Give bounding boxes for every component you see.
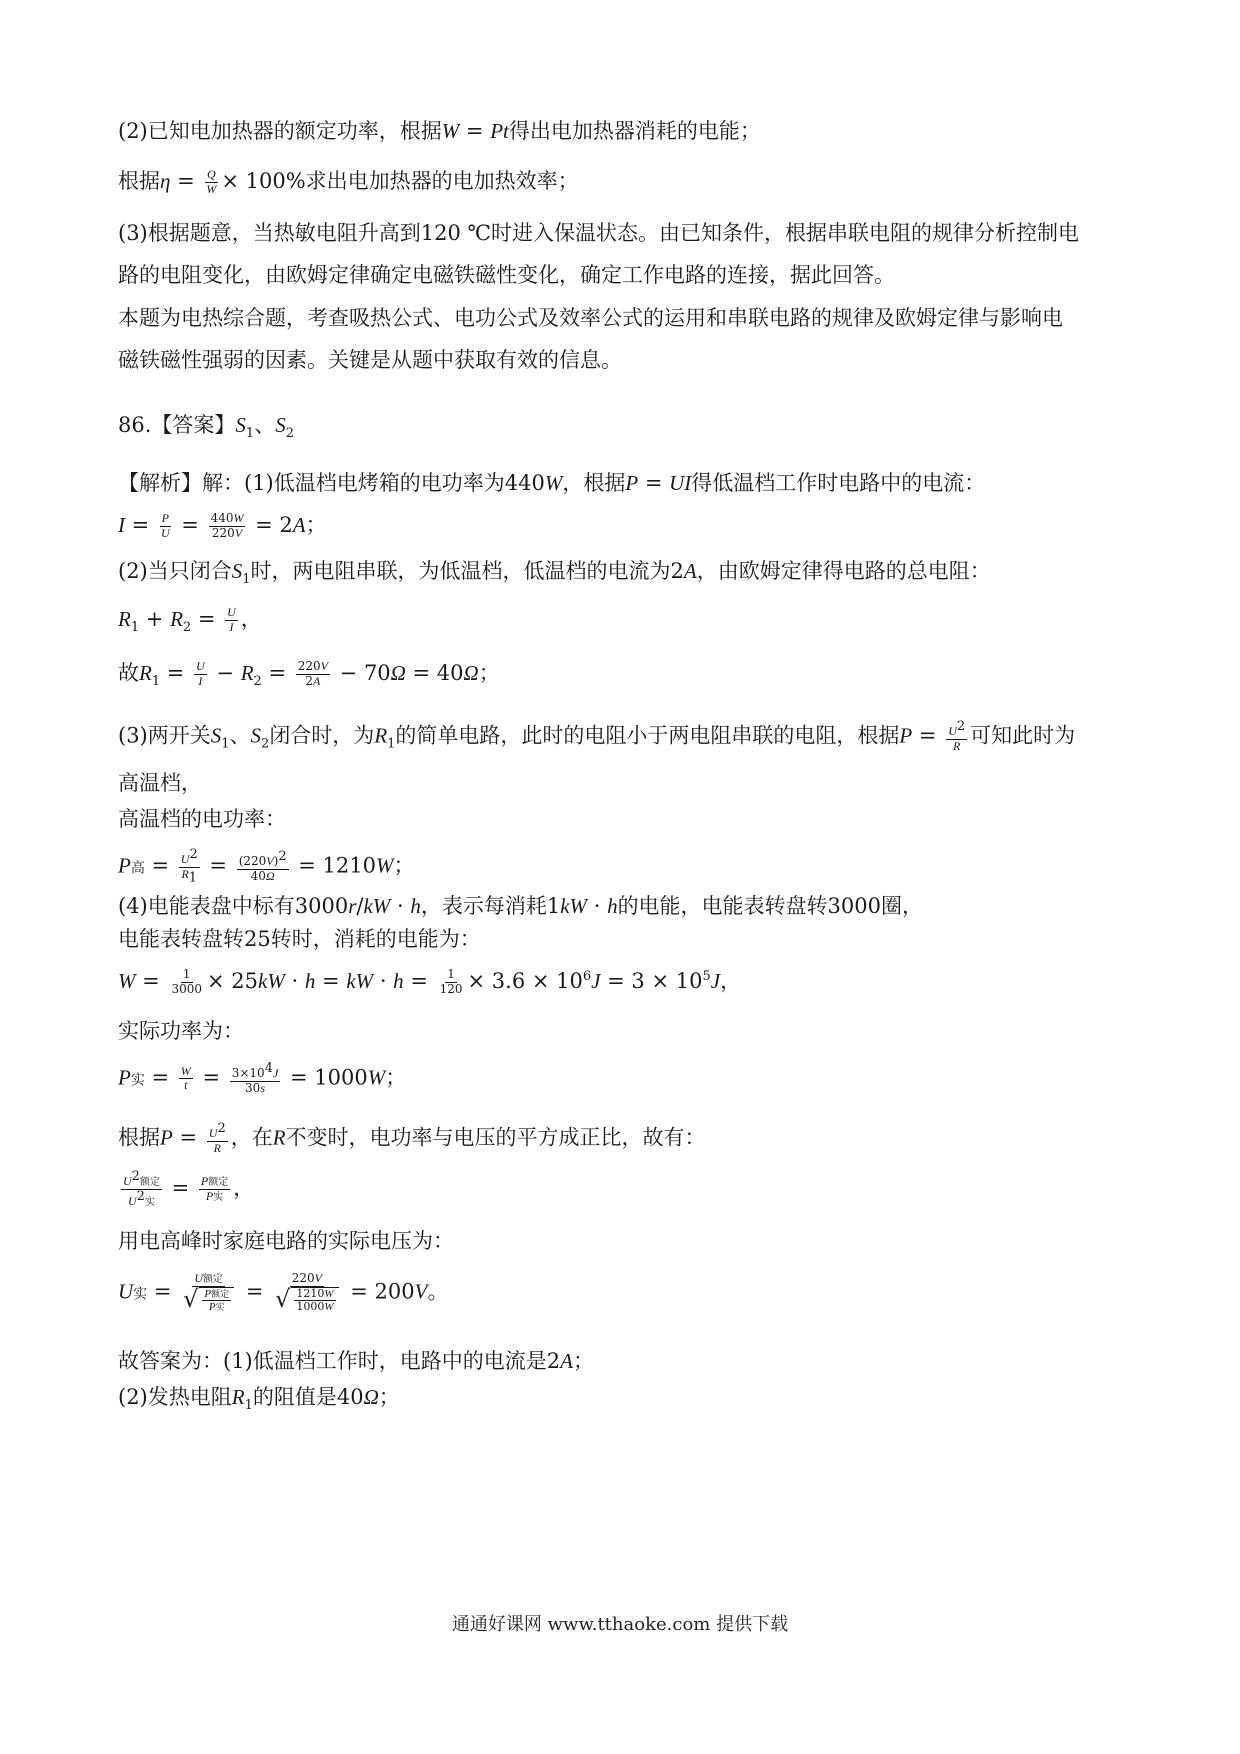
formula-total-resistance: $R_1 + R_2$ = $\frac{U}{I}$ ， xyxy=(118,605,262,636)
text-line-3: (3)根据题意，当热敏电阻升高到120 ℃时进入保温状态。由已知条件，根据串联电阻的规律分析控制电 xyxy=(118,221,1079,245)
formula-r1: 故$R_1$ = $\frac{U}{I}$ − $R_2$ = $\frac{220V}{2A}$ − 70Ω = 40Ω； xyxy=(118,659,500,690)
analysis-line-3: (3)两开关$S_1$、$S_2$闭合时，为$R_1$的简单电路，此时的电阻小于两电阻串联的电阻，根据P = $\frac{U^2}{R}$ 可知此时为 xyxy=(118,719,1076,753)
conclusion-line-2: (2)发热电阻$R_1$的阻值是40Ω； xyxy=(118,1385,400,1414)
text-line-actual-power: 实际功率为： xyxy=(118,1019,244,1043)
text-line-peak-voltage: 用电高峰时家庭电路的实际电压为： xyxy=(118,1229,454,1253)
text-line-high-power: 高温档的电功率： xyxy=(118,807,286,831)
text-line-4: 路的电阻变化，由欧姆定律确定电磁铁磁性变化，确定工作电路的连接，据此回答。 xyxy=(118,263,895,287)
analysis-line-6: 根据P = $\frac{U^2}{R}$ ，在R不变时，电功率与电压的平方成正比，故有： xyxy=(118,1121,706,1155)
formula-ratio: $\frac{U^2额定}{U^2实}$ = $\frac{\text{P额定}}{\text{P实}}$ ， xyxy=(123,1169,255,1208)
answer-heading: 86.【答案】$S_1$、$S_2$ xyxy=(118,413,294,442)
page-footer: 通通好课网 www.tthaoke.com 提供下载 xyxy=(451,1614,789,1635)
analysis-line-4: (4)电能表盘中标有3000r/kW · h，表示每消耗1kW · h的电能，电能表转盘转3000圈， xyxy=(118,894,924,918)
text-line-6: 磁铁磁性强弱的因素。关键是从题中获取有效的信息。 xyxy=(118,348,622,372)
text-line-1: (2)已知电加热器的额定功率，根据W = Pt得出电加热器消耗的电能； xyxy=(118,119,761,143)
analysis-line-2: (2)当只闭合$S_1$时，两电阻串联，为低温档，低温档的电流为2A，由欧姆定律得电路的总电阻： xyxy=(118,559,991,588)
analysis-line-1: 【解析】解：(1)低温档电烤箱的电功率为440W，根据P = UI得低温档工作时电路中的电流： xyxy=(118,471,986,495)
formula-current: I = $\frac{P}{U}$ = $\frac{440W}{220V}$ = 2A； xyxy=(118,511,327,540)
formula-p-actual: P实 = $\frac{W}{t}$ = $\frac{3\times 10^4J}{30s}$ = 1000W； xyxy=(118,1061,407,1095)
formula-p-high: P高 = $\frac{U^2}{R_1}$ = $\frac{(220V)^2}{40\Omega}$ = 1210W； xyxy=(118,847,415,886)
formula-energy: W = $\frac{1}{3000}$ × 25kW · h = kW · h = $\frac{1}{120}$ × $3.6 \times 10^6J = 3 \times 10^5J$， xyxy=(118,967,742,996)
text-line-high: 高温档， xyxy=(118,771,202,795)
conclusion-line-1: 故答案为：(1)低温档工作时，电路中的电流是2A； xyxy=(118,1349,594,1373)
text-line-5: 本题为电热综合题，考查吸热公式、电功公式及效率公式的运用和串联电路的规律及欧姆定律与影响电 xyxy=(118,306,1063,330)
text-line-2: 根据η = $\frac{Q}{W}$ × 100%求出电加热器的电加热效率； xyxy=(118,167,579,196)
analysis-line-5: 电能表转盘转25转时，消耗的电能为： xyxy=(118,927,481,951)
formula-u-actual: U实 = U额定 √ $\frac{\text{P额定}}{\text{P实}}$ = 220V √ $\frac{1210W}{1000W}$ = 200V。 xyxy=(118,1271,449,1314)
